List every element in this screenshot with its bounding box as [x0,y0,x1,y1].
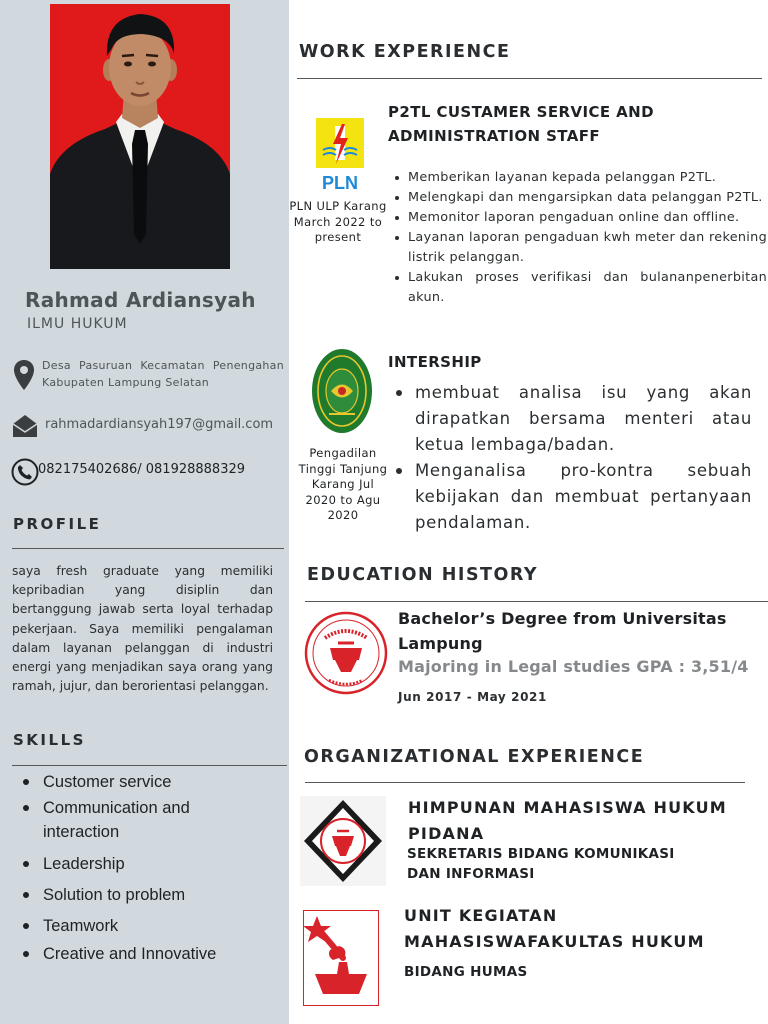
pln-logo-text: PLN [322,173,358,193]
duty-item: Memonitor laporan pengaduan online dan offline. [392,208,767,228]
unila-logo [303,608,389,698]
skill-item: Leadership [22,852,222,876]
court-logo [311,348,373,434]
org-role: BIDANG HUMAS [404,964,528,980]
skills-divider [12,765,287,766]
job-caption: PLN ULP Karang March 2022 to present [289,199,387,244]
email-text[interactable]: rahmadardiansyah197@gmail.com [45,417,274,432]
duty-item: Layanan laporan pengaduan kwh meter dan rekening listrik pelanggan. [392,228,767,268]
job-duties [392,168,767,308]
duty-item: Menganalisa pro-kontra sebuah kebijakan dan membuat pertanyaan pendalaman. [392,458,752,536]
ukm-logo [303,910,379,1006]
person-name: Rahmad Ardiansyah [25,288,256,312]
skill-item: Teamwork [22,914,222,938]
profile-divider [12,548,284,549]
skill-item: Communication and interaction [22,796,222,844]
organizational-divider [305,782,745,783]
skills-list [22,770,222,966]
address-text: Desa Pasuruan Kecamatan Penengahan Kabupaten Lampung Selatan [42,359,284,389]
job-title: P2TL CUSTAMER SERVICE AND ADMINISTRATION STAFF [388,103,654,145]
org-name: HIMPUNAN MAHASISWA HUKUM PIDANA [408,798,727,843]
intership-caption: Pengadilan Tinggi Tanjung Karang Jul 2020 to Agu 2020 [298,446,388,522]
envelope-icon [12,414,38,438]
organizational-heading: ORGANIZATIONAL EXPERIENCE [304,747,645,767]
duty-item: Memberikan layanan kepada pelanggan P2TL. [392,168,767,188]
person-major: ILMU HUKUM [27,316,128,332]
duty-item: Lakukan proses verifikasi dan bulananpenerbitan akun. [392,268,767,308]
org-role: SEKRETARIS BIDANG KOMUNIKASI DAN INFORMASI [407,846,675,882]
intership-title: INTERSHIP [388,353,482,371]
profile-heading: PROFILE [13,515,102,533]
work-divider [297,78,762,79]
pln-logo [314,118,366,194]
profile-photo [50,4,230,269]
education-dates: Jun 2017 - May 2021 [398,690,547,704]
education-degree: Bachelor’s Degree from Universitas Lampung [398,609,727,653]
hmp-logo [300,796,386,886]
location-pin-icon [13,359,35,391]
sidebar [0,0,289,1024]
org-name: UNIT KEGIATAN MAHASISWAFAKULTAS HUKUM [404,906,705,951]
duty-item: membuat analisa isu yang akan dirapatkan bersama menteri atau ketua lembaga/badan. [392,380,752,458]
education-divider [305,601,768,602]
skills-heading: SKILLS [13,731,86,749]
skill-item: Solution to problem [22,883,222,907]
education-major: Majoring in Legal studies GPA : 3,51/4 [398,657,749,676]
duty-item: Melengkapi dan mengarsipkan data pelanggan P2TL. [392,188,767,208]
intership-duties [392,380,752,536]
profile-text: saya fresh graduate yang memiliki kepribadian yang disiplin dan bertanggung jawab serta loyal terhadap pekerjaan. Saya memiliki pengalaman dalam layanan pelanggan di industri energi yang menjadikan saya orang yang ramah, jujur, dan berorientasi pelanggan. [12,564,273,694]
skill-item: Creative and Innovative [22,942,222,966]
education-heading: EDUCATION HISTORY [307,565,539,585]
work-experience-heading: WORK EXPERIENCE [299,42,511,62]
phone-text[interactable]: 082175402686/ 081928888329 [38,462,246,477]
phone-icon [11,458,39,486]
skill-item: Customer service [22,770,222,794]
